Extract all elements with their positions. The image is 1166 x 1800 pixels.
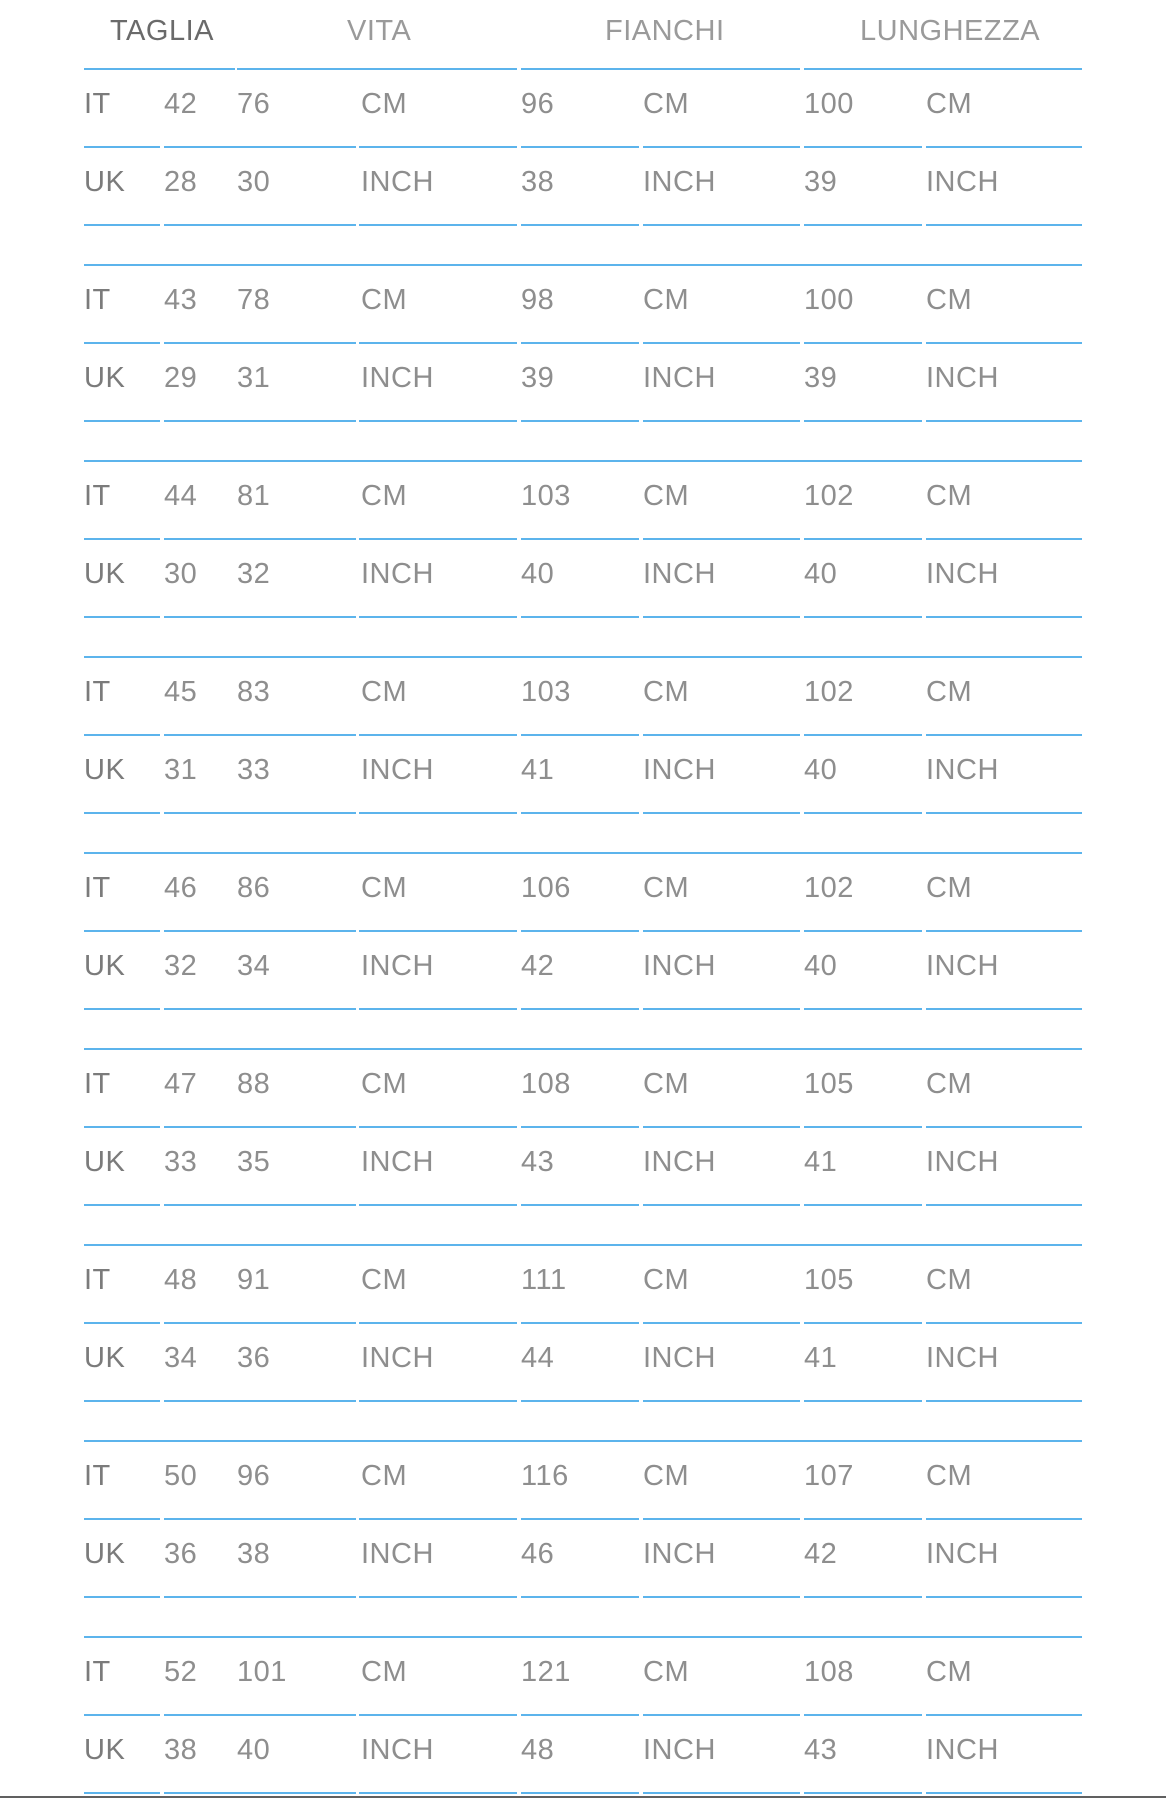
cell-fianchi: 42 xyxy=(521,950,555,982)
cell-lunghezza-unit: INCH xyxy=(926,950,999,982)
cell-lunghezza-unit: INCH xyxy=(926,1734,999,1766)
cell-vita-unit: CM xyxy=(361,1068,408,1100)
row-rule-7-1-seg-4 xyxy=(643,1596,800,1598)
cell-fianchi-unit: INCH xyxy=(643,1342,716,1374)
cell-size: 38 xyxy=(164,1734,198,1766)
row-rule-3-0-seg-4 xyxy=(643,734,800,736)
row-rule-3-0-seg-3 xyxy=(521,734,639,736)
row-rule-8-0-seg-4 xyxy=(643,1714,800,1716)
row-rule-1-0-seg-6 xyxy=(926,342,1082,344)
row-rule-1-0-seg-3 xyxy=(521,342,639,344)
row-rule-0-1-seg-6 xyxy=(926,224,1082,226)
cell-size: 30 xyxy=(164,558,198,590)
cell-fianchi-unit: CM xyxy=(643,872,690,904)
cell-country: UK xyxy=(84,362,126,394)
row-rule-7-1-seg-5 xyxy=(804,1596,922,1598)
cell-vita-unit: CM xyxy=(361,1264,408,1296)
row-rule-7-1-seg-6 xyxy=(926,1596,1082,1598)
cell-fianchi: 116 xyxy=(521,1460,569,1492)
row-rule-7-1-seg-3 xyxy=(521,1596,639,1598)
row-rule-8-1-seg-1 xyxy=(164,1792,356,1794)
cell-fianchi-unit: CM xyxy=(643,1264,690,1296)
row-rule-5-1-seg-6 xyxy=(926,1204,1082,1206)
cell-lunghezza-unit: CM xyxy=(926,1068,973,1100)
cell-vita-unit: CM xyxy=(361,88,408,120)
cell-fianchi-unit: INCH xyxy=(643,362,716,394)
cell-size: 31 xyxy=(164,754,198,786)
row-rule-6-0-seg-1 xyxy=(164,1322,356,1324)
cell-size: 42 xyxy=(164,88,198,120)
cell-lunghezza-unit: INCH xyxy=(926,558,999,590)
header-rule-seg-3 xyxy=(804,68,1082,70)
cell-vita: 38 xyxy=(237,1538,271,1570)
cell-size: 44 xyxy=(164,480,198,512)
cell-fianchi-unit: INCH xyxy=(643,1146,716,1178)
bottom-rule xyxy=(0,1796,1166,1798)
cell-country: UK xyxy=(84,558,126,590)
group-rule-4 xyxy=(84,852,1082,854)
cell-lunghezza: 39 xyxy=(804,362,838,394)
row-rule-6-0-seg-3 xyxy=(521,1322,639,1324)
row-rule-3-1-seg-0 xyxy=(84,812,160,814)
row-rule-4-1-seg-4 xyxy=(643,1008,800,1010)
cell-fianchi-unit: INCH xyxy=(643,754,716,786)
cell-fianchi-unit: CM xyxy=(643,676,690,708)
row-rule-8-1-seg-6 xyxy=(926,1792,1082,1794)
row-rule-4-1-seg-2 xyxy=(359,1008,517,1010)
row-rule-0-1-seg-4 xyxy=(643,224,800,226)
row-rule-7-0-seg-5 xyxy=(804,1518,922,1520)
row-rule-5-0-seg-5 xyxy=(804,1126,922,1128)
row-rule-7-1-seg-2 xyxy=(359,1596,517,1598)
cell-fianchi: 48 xyxy=(521,1734,555,1766)
cell-lunghezza-unit: INCH xyxy=(926,166,999,198)
row-rule-3-1-seg-2 xyxy=(359,812,517,814)
cell-country: IT xyxy=(84,872,111,904)
cell-country: IT xyxy=(84,480,111,512)
cell-vita-unit: INCH xyxy=(361,950,434,982)
row-rule-0-1-seg-1 xyxy=(164,224,356,226)
row-rule-5-0-seg-0 xyxy=(84,1126,160,1128)
row-rule-2-0-seg-3 xyxy=(521,538,639,540)
cell-vita: 31 xyxy=(237,362,271,394)
cell-fianchi: 106 xyxy=(521,872,571,904)
row-rule-2-1-seg-0 xyxy=(84,616,160,618)
cell-country: IT xyxy=(84,676,111,708)
row-rule-0-0-seg-4 xyxy=(643,146,800,148)
row-rule-6-0-seg-2 xyxy=(359,1322,517,1324)
row-rule-7-1-seg-0 xyxy=(84,1596,160,1598)
cell-vita: 96 xyxy=(237,1460,271,1492)
row-rule-1-1-seg-1 xyxy=(164,420,356,422)
cell-vita-unit: CM xyxy=(361,872,408,904)
group-rule-8 xyxy=(84,1636,1082,1638)
row-rule-8-0-seg-3 xyxy=(521,1714,639,1716)
cell-lunghezza: 102 xyxy=(804,872,854,904)
row-rule-8-0-seg-0 xyxy=(84,1714,160,1716)
row-rule-6-1-seg-0 xyxy=(84,1400,160,1402)
row-rule-4-0-seg-2 xyxy=(359,930,517,932)
cell-lunghezza: 40 xyxy=(804,950,838,982)
row-rule-1-0-seg-2 xyxy=(359,342,517,344)
cell-fianchi: 41 xyxy=(521,754,555,786)
row-rule-4-0-seg-5 xyxy=(804,930,922,932)
cell-size: 48 xyxy=(164,1264,198,1296)
cell-lunghezza: 105 xyxy=(804,1068,854,1100)
cell-vita: 91 xyxy=(237,1264,271,1296)
group-rule-3 xyxy=(84,656,1082,658)
row-rule-8-1-seg-0 xyxy=(84,1792,160,1794)
cell-lunghezza: 108 xyxy=(804,1656,854,1688)
cell-vita: 32 xyxy=(237,558,271,590)
row-rule-3-1-seg-6 xyxy=(926,812,1082,814)
row-rule-6-0-seg-4 xyxy=(643,1322,800,1324)
row-rule-1-1-seg-6 xyxy=(926,420,1082,422)
cell-country: IT xyxy=(84,284,111,316)
cell-fianchi: 38 xyxy=(521,166,555,198)
row-rule-3-1-seg-1 xyxy=(164,812,356,814)
cell-vita: 101 xyxy=(237,1656,287,1688)
cell-fianchi-unit: INCH xyxy=(643,1538,716,1570)
cell-vita-unit: CM xyxy=(361,284,408,316)
row-rule-3-1-seg-5 xyxy=(804,812,922,814)
cell-country: IT xyxy=(84,1068,111,1100)
row-rule-5-0-seg-2 xyxy=(359,1126,517,1128)
cell-fianchi: 44 xyxy=(521,1342,555,1374)
cell-size: 52 xyxy=(164,1656,198,1688)
cell-vita-unit: INCH xyxy=(361,1538,434,1570)
cell-vita: 83 xyxy=(237,676,271,708)
row-rule-5-0-seg-4 xyxy=(643,1126,800,1128)
cell-fianchi: 108 xyxy=(521,1068,571,1100)
row-rule-5-1-seg-3 xyxy=(521,1204,639,1206)
cell-lunghezza-unit: INCH xyxy=(926,362,999,394)
cell-lunghezza-unit: INCH xyxy=(926,754,999,786)
cell-size: 46 xyxy=(164,872,198,904)
cell-lunghezza: 42 xyxy=(804,1538,838,1570)
row-rule-5-1-seg-1 xyxy=(164,1204,356,1206)
cell-lunghezza-unit: CM xyxy=(926,1264,973,1296)
row-rule-1-1-seg-4 xyxy=(643,420,800,422)
row-rule-3-1-seg-3 xyxy=(521,812,639,814)
row-rule-0-0-seg-6 xyxy=(926,146,1082,148)
cell-vita-unit: INCH xyxy=(361,754,434,786)
row-rule-3-0-seg-6 xyxy=(926,734,1082,736)
row-rule-7-0-seg-4 xyxy=(643,1518,800,1520)
cell-vita-unit: INCH xyxy=(361,558,434,590)
group-rule-6 xyxy=(84,1244,1082,1246)
row-rule-1-0-seg-0 xyxy=(84,342,160,344)
row-rule-5-0-seg-3 xyxy=(521,1126,639,1128)
row-rule-1-1-seg-0 xyxy=(84,420,160,422)
row-rule-2-0-seg-0 xyxy=(84,538,160,540)
row-rule-6-1-seg-2 xyxy=(359,1400,517,1402)
row-rule-6-1-seg-1 xyxy=(164,1400,356,1402)
cell-fianchi: 121 xyxy=(521,1656,571,1688)
group-rule-2 xyxy=(84,460,1082,462)
row-rule-1-0-seg-4 xyxy=(643,342,800,344)
row-rule-0-1-seg-5 xyxy=(804,224,922,226)
row-rule-4-0-seg-1 xyxy=(164,930,356,932)
row-rule-4-0-seg-3 xyxy=(521,930,639,932)
cell-fianchi-unit: CM xyxy=(643,1656,690,1688)
row-rule-6-1-seg-5 xyxy=(804,1400,922,1402)
row-rule-4-0-seg-4 xyxy=(643,930,800,932)
header-fianchi: FIANCHI xyxy=(605,15,725,47)
cell-size: 50 xyxy=(164,1460,198,1492)
cell-size: 43 xyxy=(164,284,198,316)
cell-country: UK xyxy=(84,1146,126,1178)
cell-vita-unit: INCH xyxy=(361,166,434,198)
cell-lunghezza: 43 xyxy=(804,1734,838,1766)
row-rule-5-1-seg-4 xyxy=(643,1204,800,1206)
cell-vita: 76 xyxy=(237,88,271,120)
cell-country: UK xyxy=(84,1342,126,1374)
cell-lunghezza-unit: CM xyxy=(926,480,973,512)
row-rule-4-1-seg-3 xyxy=(521,1008,639,1010)
group-rule-5 xyxy=(84,1048,1082,1050)
cell-country: IT xyxy=(84,1264,111,1296)
row-rule-5-1-seg-0 xyxy=(84,1204,160,1206)
cell-vita-unit: CM xyxy=(361,676,408,708)
row-rule-4-1-seg-6 xyxy=(926,1008,1082,1010)
row-rule-7-0-seg-2 xyxy=(359,1518,517,1520)
row-rule-7-0-seg-6 xyxy=(926,1518,1082,1520)
row-rule-7-1-seg-1 xyxy=(164,1596,356,1598)
cell-vita-unit: INCH xyxy=(361,1146,434,1178)
row-rule-5-0-seg-6 xyxy=(926,1126,1082,1128)
cell-size: 45 xyxy=(164,676,198,708)
row-rule-0-1-seg-0 xyxy=(84,224,160,226)
cell-lunghezza: 41 xyxy=(804,1146,838,1178)
cell-fianchi: 43 xyxy=(521,1146,555,1178)
row-rule-3-0-seg-1 xyxy=(164,734,356,736)
cell-lunghezza-unit: CM xyxy=(926,676,973,708)
cell-country: IT xyxy=(84,1656,111,1688)
cell-fianchi-unit: CM xyxy=(643,480,690,512)
cell-lunghezza: 39 xyxy=(804,166,838,198)
row-rule-1-0-seg-1 xyxy=(164,342,356,344)
header-rule-seg-1 xyxy=(237,68,517,70)
cell-vita-unit: INCH xyxy=(361,362,434,394)
cell-fianchi: 103 xyxy=(521,676,571,708)
row-rule-5-1-seg-2 xyxy=(359,1204,517,1206)
row-rule-1-0-seg-5 xyxy=(804,342,922,344)
group-rule-1 xyxy=(84,264,1082,266)
cell-lunghezza: 100 xyxy=(804,88,854,120)
cell-lunghezza-unit: INCH xyxy=(926,1538,999,1570)
row-rule-8-0-seg-2 xyxy=(359,1714,517,1716)
row-rule-2-0-seg-1 xyxy=(164,538,356,540)
cell-fianchi-unit: CM xyxy=(643,88,690,120)
row-rule-2-1-seg-5 xyxy=(804,616,922,618)
row-rule-0-1-seg-3 xyxy=(521,224,639,226)
cell-vita: 34 xyxy=(237,950,271,982)
cell-size: 34 xyxy=(164,1342,198,1374)
cell-vita-unit: CM xyxy=(361,1656,408,1688)
cell-country: UK xyxy=(84,1734,126,1766)
cell-vita: 88 xyxy=(237,1068,271,1100)
cell-fianchi: 96 xyxy=(521,88,555,120)
cell-country: UK xyxy=(84,950,126,982)
cell-country: UK xyxy=(84,754,126,786)
group-rule-7 xyxy=(84,1440,1082,1442)
cell-vita-unit: CM xyxy=(361,480,408,512)
cell-size: 36 xyxy=(164,1538,198,1570)
cell-size: 33 xyxy=(164,1146,198,1178)
cell-fianchi: 98 xyxy=(521,284,555,316)
row-rule-4-1-seg-0 xyxy=(84,1008,160,1010)
cell-fianchi-unit: CM xyxy=(643,284,690,316)
row-rule-2-0-seg-2 xyxy=(359,538,517,540)
cell-lunghezza: 40 xyxy=(804,754,838,786)
row-rule-7-0-seg-1 xyxy=(164,1518,356,1520)
row-rule-8-0-seg-5 xyxy=(804,1714,922,1716)
cell-lunghezza: 102 xyxy=(804,676,854,708)
cell-size: 32 xyxy=(164,950,198,982)
row-rule-1-1-seg-2 xyxy=(359,420,517,422)
row-rule-5-1-seg-5 xyxy=(804,1204,922,1206)
row-rule-4-0-seg-0 xyxy=(84,930,160,932)
cell-fianchi-unit: INCH xyxy=(643,558,716,590)
cell-country: IT xyxy=(84,88,111,120)
cell-size: 29 xyxy=(164,362,198,394)
cell-lunghezza: 100 xyxy=(804,284,854,316)
row-rule-2-1-seg-4 xyxy=(643,616,800,618)
cell-vita: 40 xyxy=(237,1734,271,1766)
row-rule-1-1-seg-5 xyxy=(804,420,922,422)
cell-country: UK xyxy=(84,166,126,198)
row-rule-4-0-seg-6 xyxy=(926,930,1082,932)
header-rule-seg-0 xyxy=(84,68,235,70)
cell-country: IT xyxy=(84,1460,111,1492)
cell-fianchi: 39 xyxy=(521,362,555,394)
cell-lunghezza-unit: INCH xyxy=(926,1146,999,1178)
row-rule-2-1-seg-2 xyxy=(359,616,517,618)
row-rule-2-0-seg-5 xyxy=(804,538,922,540)
cell-vita: 35 xyxy=(237,1146,271,1178)
cell-vita: 36 xyxy=(237,1342,271,1374)
cell-lunghezza: 102 xyxy=(804,480,854,512)
row-rule-4-1-seg-5 xyxy=(804,1008,922,1010)
row-rule-2-1-seg-1 xyxy=(164,616,356,618)
row-rule-8-1-seg-3 xyxy=(521,1792,639,1794)
cell-fianchi: 111 xyxy=(521,1264,567,1296)
cell-vita: 86 xyxy=(237,872,271,904)
row-rule-3-1-seg-4 xyxy=(643,812,800,814)
row-rule-8-0-seg-1 xyxy=(164,1714,356,1716)
cell-size: 47 xyxy=(164,1068,198,1100)
row-rule-6-1-seg-6 xyxy=(926,1400,1082,1402)
row-rule-8-1-seg-4 xyxy=(643,1792,800,1794)
row-rule-2-1-seg-3 xyxy=(521,616,639,618)
row-rule-8-1-seg-5 xyxy=(804,1792,922,1794)
cell-fianchi-unit: INCH xyxy=(643,1734,716,1766)
header-taglia: TAGLIA xyxy=(110,15,214,47)
cell-vita-unit: INCH xyxy=(361,1734,434,1766)
row-rule-2-0-seg-6 xyxy=(926,538,1082,540)
cell-vita: 33 xyxy=(237,754,271,786)
cell-vita-unit: INCH xyxy=(361,1342,434,1374)
header-vita: VITA xyxy=(347,15,412,47)
cell-fianchi-unit: CM xyxy=(643,1068,690,1100)
row-rule-8-1-seg-2 xyxy=(359,1792,517,1794)
cell-size: 28 xyxy=(164,166,198,198)
row-rule-4-1-seg-1 xyxy=(164,1008,356,1010)
row-rule-0-1-seg-2 xyxy=(359,224,517,226)
row-rule-3-0-seg-2 xyxy=(359,734,517,736)
cell-lunghezza: 107 xyxy=(804,1460,854,1492)
row-rule-0-0-seg-2 xyxy=(359,146,517,148)
row-rule-2-0-seg-4 xyxy=(643,538,800,540)
row-rule-5-0-seg-1 xyxy=(164,1126,356,1128)
row-rule-3-0-seg-5 xyxy=(804,734,922,736)
cell-lunghezza-unit: CM xyxy=(926,872,973,904)
cell-lunghezza-unit: INCH xyxy=(926,1342,999,1374)
row-rule-6-0-seg-6 xyxy=(926,1322,1082,1324)
cell-fianchi: 40 xyxy=(521,558,555,590)
cell-lunghezza-unit: CM xyxy=(926,1460,973,1492)
row-rule-0-0-seg-0 xyxy=(84,146,160,148)
row-rule-3-0-seg-0 xyxy=(84,734,160,736)
row-rule-6-0-seg-0 xyxy=(84,1322,160,1324)
cell-fianchi-unit: INCH xyxy=(643,166,716,198)
cell-vita: 81 xyxy=(237,480,271,512)
row-rule-6-1-seg-4 xyxy=(643,1400,800,1402)
row-rule-2-1-seg-6 xyxy=(926,616,1082,618)
header-lunghezza: LUNGHEZZA xyxy=(860,15,1041,47)
row-rule-0-0-seg-3 xyxy=(521,146,639,148)
row-rule-8-0-seg-6 xyxy=(926,1714,1082,1716)
row-rule-6-0-seg-5 xyxy=(804,1322,922,1324)
cell-vita-unit: CM xyxy=(361,1460,408,1492)
cell-fianchi-unit: CM xyxy=(643,1460,690,1492)
cell-fianchi-unit: INCH xyxy=(643,950,716,982)
cell-lunghezza-unit: CM xyxy=(926,284,973,316)
row-rule-1-1-seg-3 xyxy=(521,420,639,422)
row-rule-7-0-seg-3 xyxy=(521,1518,639,1520)
row-rule-0-0-seg-5 xyxy=(804,146,922,148)
cell-lunghezza: 41 xyxy=(804,1342,838,1374)
cell-fianchi: 46 xyxy=(521,1538,555,1570)
row-rule-0-0-seg-1 xyxy=(164,146,356,148)
cell-fianchi: 103 xyxy=(521,480,571,512)
cell-lunghezza: 40 xyxy=(804,558,838,590)
row-rule-7-0-seg-0 xyxy=(84,1518,160,1520)
cell-vita: 30 xyxy=(237,166,271,198)
cell-lunghezza: 105 xyxy=(804,1264,854,1296)
header-rule-seg-2 xyxy=(521,68,800,70)
cell-lunghezza-unit: CM xyxy=(926,88,973,120)
cell-vita: 78 xyxy=(237,284,271,316)
cell-country: UK xyxy=(84,1538,126,1570)
cell-lunghezza-unit: CM xyxy=(926,1656,973,1688)
row-rule-6-1-seg-3 xyxy=(521,1400,639,1402)
